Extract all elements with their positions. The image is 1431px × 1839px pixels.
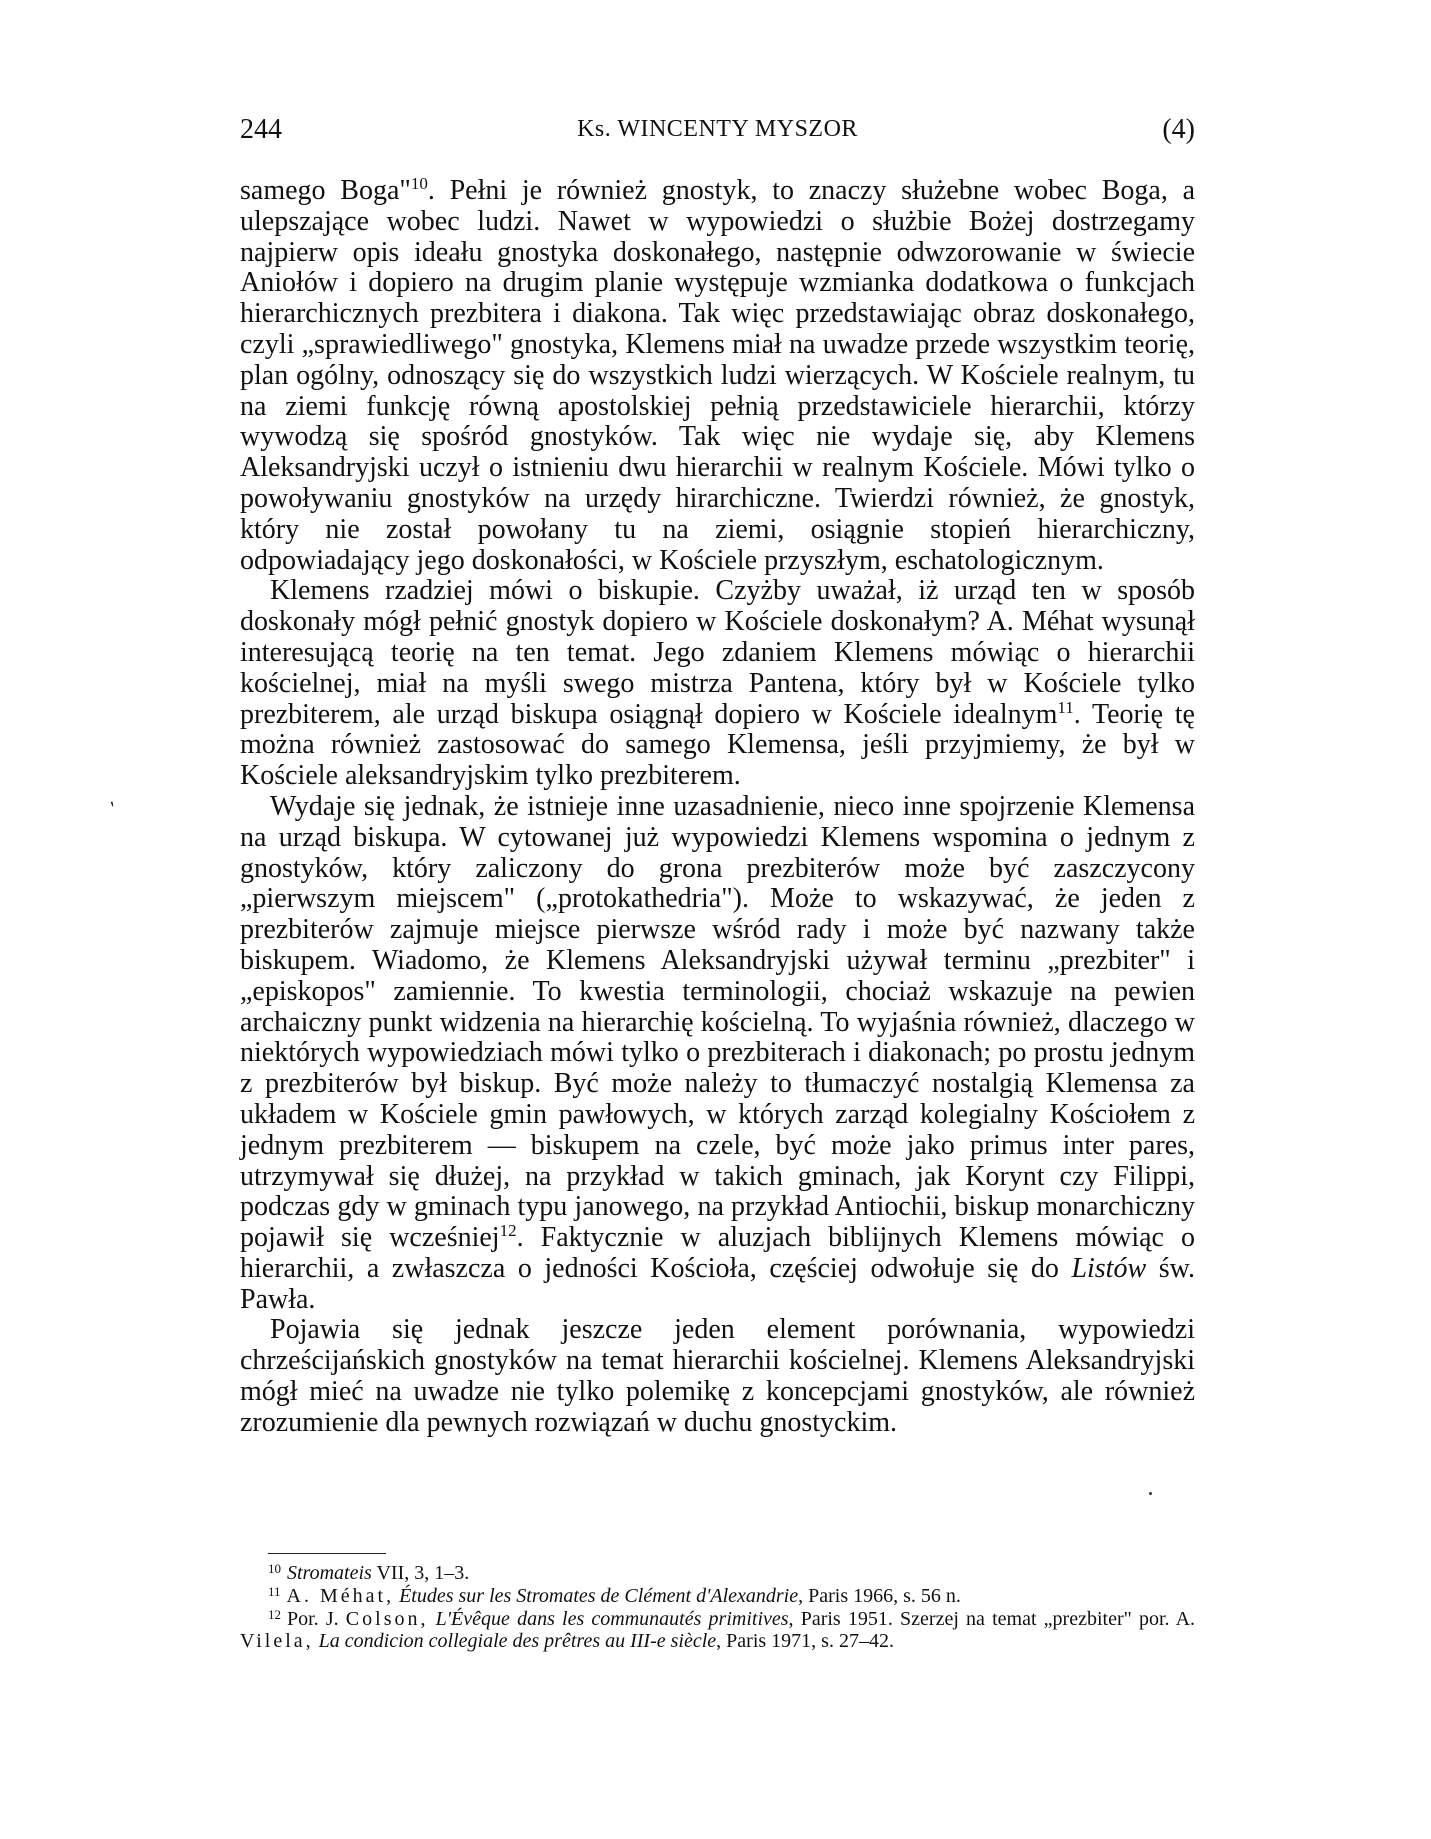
footnote-author: A. Méhat, xyxy=(286,1585,395,1607)
footnote-11 xyxy=(240,1585,1195,1607)
footnote-author: Vilela, xyxy=(240,1630,314,1652)
italic-title: Listów xyxy=(1071,1252,1147,1284)
footnote-ref-12[interactable]: 12 xyxy=(499,1221,517,1241)
footnote-12 xyxy=(240,1608,1195,1652)
footnote-number: 12 xyxy=(268,1607,281,1622)
text-run: św. Pawła. xyxy=(240,1252,1195,1315)
text-run: samego Boga" xyxy=(240,175,411,206)
text-run: . Teorię tę można również zastosować do samego Klemensa, jeśli przyjmiemy, że był w Kościele aleksandryjskim tylko prezbiterem. xyxy=(240,698,1195,792)
footnote-10 xyxy=(240,1562,1195,1584)
footnote-text: , Paris 1971, s. 27–42. xyxy=(716,1630,894,1652)
footnote-ref-11[interactable]: 11 xyxy=(1057,697,1074,717)
footnote-number: 11 xyxy=(268,1584,281,1599)
footnote-text: , Paris 1966, s. 56 n. xyxy=(798,1585,961,1607)
paragraph-1 xyxy=(240,176,1195,576)
running-head-author: Ks. WINCENTY MYSZOR xyxy=(577,116,858,142)
text-run: Klemens rzadziej mówi o biskupie. Czyżby uważał, iż urząd ten w sposób doskonały mógł pełnić gnostyk dopiero w Kościele doskonałym? A. Méhat wysunął interesującą teorię na ten temat. Jego zdaniem Klemens mówiąc o hierarchii kościelnej, miał na myśli swego mistrza Pantena, który był w Kościele tylko prezbiterem, ale urząd biskupa osiągnął dopiero w Kościele idealnym xyxy=(240,575,1195,730)
footnote-ref-10[interactable]: 10 xyxy=(410,174,428,193)
page-number: 244 xyxy=(240,114,282,145)
text-run: . Faktycznie w aluzjach biblijnych Klemens mówiąc o hierarchii, a zwłaszcza o jedności Kościoła, częściej odwołuje się do xyxy=(240,1222,1196,1284)
scan-speck xyxy=(1149,1492,1152,1495)
footnote-title: La condicion collegiale des prêtres au III-e siècle xyxy=(318,1630,717,1652)
footnote-title: Études sur les Stromates de Clément d'Alexandrie xyxy=(399,1585,799,1607)
footnote-number: 10 xyxy=(268,1561,281,1576)
paragraph-4 xyxy=(240,1315,1195,1438)
footnote-text: , Paris 1951. Szerzej na temat „prezbiter" por. A. xyxy=(788,1608,1196,1630)
footnote-author: Colson, xyxy=(345,1608,429,1630)
footnote-title: Stromateis xyxy=(287,1562,372,1584)
paragraph-2 xyxy=(240,576,1195,792)
text-run: Pojawia się jednak jeszcze jeden element porównania, wypowiedzi chrześcijańskich gnostyków na temat hierarchii kościelnej. Klemens Aleksandryjski mógł mieć na uwadze nie tylko polemikę z koncepcjami gnostyków, ale również zrozumienie dla pewnych rozwiązań w duchu gnostyckim. xyxy=(240,1314,1195,1438)
footnote-rule xyxy=(268,1553,386,1554)
body-text xyxy=(240,176,1195,1439)
footnote-title: L'Évêque dans les communautés primitives xyxy=(435,1608,789,1630)
running-head xyxy=(240,114,1195,154)
footnote-text: VII, 3, 1–3. xyxy=(371,1562,470,1584)
text-run: . Pełni je również gnostyk, to znaczy służebne wobec Boga, a ulepszające wobec ludzi. Nawet w wypowiedzi o służbie Bożej dostrzegamy najpierw opis ideału gnostyka doskonałego, następnie odwzorowanie w świecie Aniołów i dopiero na drugim planie występuje wzmianka dodatkowa o funkcjach hierarchicznych prezbitera i diakona. Tak więc przedstawiając obraz doskonałego, czyli „sprawiedliwego" gnostyka, Klemens miał na uwadze przede wszystkim teorię, plan ogólny, odnoszący się do wszystkich ludzi wierzących. W Kościele realnym, tu na ziemi funkcję równą apostolskiej pełnią przedstawiciele hierarchii, którzy wywodzą się spośród gnostyków. Tak więc nie wydaje się, aby Klemens Aleksandryjski uczył o istnieniu dwu hierarchii w realnym Kościele. Mówi tylko o powoływaniu gnostyków na urzędy hirarchiczne. Twierdzi również, że gnostyk, który nie został powołany tu na ziemi, osiągnie stopień hierarchiczny, odpowiadający jego doskonałości, w Kościele przyszłym, eschatologicznym. xyxy=(240,175,1195,576)
footnote-text: Por. J. xyxy=(287,1608,346,1630)
text-run: Wydaje się jednak, że istnieje inne uzasadnienie, nieco inne spojrzenie Klemensa na urząd biskupa. W cytowanej już wypowiedzi Klemens wspomina o jednym z gnostyków, który zaliczony do grona prezbiterów może być zaszczycony „pierwszym miejscem" („protokathedria"). Może to wskazywać, że jeden z prezbiterów zajmuje miejsce pierwsze wśród rady i może być nazwany także biskupem. Wiadomo, że Klemens Aleksandryjski używał terminu „prezbiter" i „episkopos" zamiennie. To kwestia terminologii, chociaż wskazuje na pewien archaiczny punkt widzenia na hierarchię kościelną. To wyjaśnia również, dlaczego w niektórych wypowiedziach mówi tylko o prezbiterach i diakonach; po prostu jednym z prezbiterów był biskup. Być może należy to tłumaczyć nostalgią Klemensa za układem w Kościele gmin pawłowych, w których zarząd kolegialny Kościołem z jednym prezbiterem — biskupem na czele, być może jako primus inter pares, utrzymywał się dłużej, na przykład w takich gminach, jak Korynt czy Filippi, podczas gdy w gminach typu janowego, na przykład Antiochii, biskup monarchiczny pojawił się wcześniej xyxy=(240,790,1195,1254)
margin-mark: ′ xyxy=(107,797,123,819)
part-number: (4) xyxy=(1162,114,1195,145)
footnotes xyxy=(240,1562,1195,1653)
paragraph-3 xyxy=(240,792,1195,1316)
